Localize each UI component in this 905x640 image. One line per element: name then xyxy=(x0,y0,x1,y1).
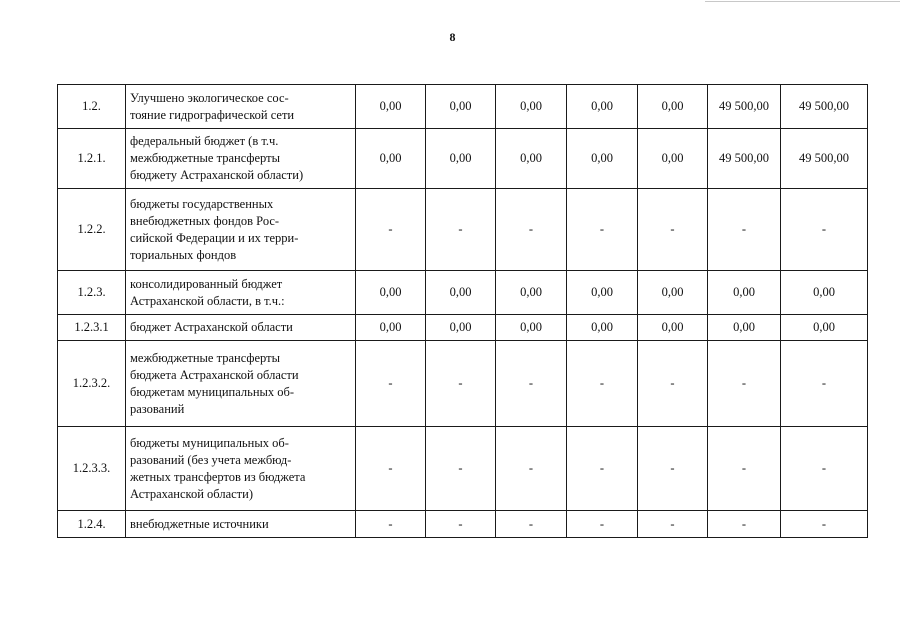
row-value-7: - xyxy=(781,341,868,427)
row-value-4: - xyxy=(567,189,638,271)
row-value-4: - xyxy=(567,341,638,427)
row-code: 1.2.3.3. xyxy=(58,427,126,511)
row-value-5: 0,00 xyxy=(638,315,708,341)
row-value-5: - xyxy=(638,511,708,538)
row-value-2: 0,00 xyxy=(426,315,496,341)
row-description: консолидированный бюджет Астраханской области, в т.ч.: xyxy=(126,271,356,315)
row-value-4: 0,00 xyxy=(567,85,638,129)
row-value-1: - xyxy=(356,427,426,511)
table-row xyxy=(58,427,868,511)
row-value-3: 0,00 xyxy=(496,129,567,189)
budget-table xyxy=(57,84,868,538)
row-description: бюджеты государственных внебюджетных фондов Рос- сийской Федерации и их терри- ториальных фондов xyxy=(126,189,356,271)
table-row xyxy=(58,315,868,341)
row-value-1: - xyxy=(356,511,426,538)
row-value-7: 0,00 xyxy=(781,315,868,341)
row-value-2: - xyxy=(426,341,496,427)
row-value-6: 49 500,00 xyxy=(708,85,781,129)
row-description: бюджеты муниципальных об- разований (без учета межбюд- жетных трансфертов из бюджета Астраханской области) xyxy=(126,427,356,511)
row-value-5: - xyxy=(638,341,708,427)
row-value-4: - xyxy=(567,511,638,538)
row-value-3: 0,00 xyxy=(496,271,567,315)
row-value-7: 0,00 xyxy=(781,271,868,315)
row-value-4: 0,00 xyxy=(567,315,638,341)
table-row xyxy=(58,189,868,271)
row-description: федеральный бюджет (в т.ч. межбюджетные трансферты бюджету Астраханской области) xyxy=(126,129,356,189)
page-number: 8 xyxy=(449,30,456,44)
row-code: 1.2. xyxy=(58,85,126,129)
row-value-1: 0,00 xyxy=(356,129,426,189)
row-value-7: - xyxy=(781,427,868,511)
row-value-1: - xyxy=(356,341,426,427)
row-value-1: 0,00 xyxy=(356,85,426,129)
row-description: внебюджетные источники xyxy=(126,511,356,538)
row-value-3: - xyxy=(496,341,567,427)
row-value-2: 0,00 xyxy=(426,271,496,315)
row-code: 1.2.3. xyxy=(58,271,126,315)
top-edge-rule xyxy=(705,1,900,2)
row-value-2: 0,00 xyxy=(426,85,496,129)
row-value-5: 0,00 xyxy=(638,85,708,129)
table-row xyxy=(58,129,868,189)
row-value-3: - xyxy=(496,427,567,511)
row-code: 1.2.1. xyxy=(58,129,126,189)
row-value-6: 49 500,00 xyxy=(708,129,781,189)
row-value-4: - xyxy=(567,427,638,511)
row-value-2: - xyxy=(426,189,496,271)
row-value-6: - xyxy=(708,511,781,538)
row-value-2: 0,00 xyxy=(426,129,496,189)
table-row xyxy=(58,511,868,538)
row-value-3: - xyxy=(496,511,567,538)
row-value-5: 0,00 xyxy=(638,129,708,189)
row-value-1: 0,00 xyxy=(356,271,426,315)
row-value-6: - xyxy=(708,427,781,511)
row-description: бюджет Астраханской области xyxy=(126,315,356,341)
row-value-7: - xyxy=(781,511,868,538)
row-value-2: - xyxy=(426,511,496,538)
row-value-3: 0,00 xyxy=(496,315,567,341)
row-value-5: - xyxy=(638,427,708,511)
row-value-4: 0,00 xyxy=(567,129,638,189)
row-description: Улучшено экологическое сос- тояние гидрографической сети xyxy=(126,85,356,129)
row-value-7: - xyxy=(781,189,868,271)
row-description: межбюджетные трансферты бюджета Астраханской области бюджетам муниципальных об- разований xyxy=(126,341,356,427)
budget-table-body xyxy=(58,85,868,538)
row-value-5: 0,00 xyxy=(638,271,708,315)
row-code: 1.2.4. xyxy=(58,511,126,538)
row-value-6: 0,00 xyxy=(708,315,781,341)
row-value-6: - xyxy=(708,189,781,271)
row-value-3: - xyxy=(496,189,567,271)
row-code: 1.2.3.2. xyxy=(58,341,126,427)
row-value-7: 49 500,00 xyxy=(781,85,868,129)
table-row xyxy=(58,85,868,129)
row-code: 1.2.3.1 xyxy=(58,315,126,341)
row-value-6: - xyxy=(708,341,781,427)
table-row xyxy=(58,271,868,315)
row-value-1: - xyxy=(356,189,426,271)
row-value-3: 0,00 xyxy=(496,85,567,129)
table-row xyxy=(58,341,868,427)
row-value-1: 0,00 xyxy=(356,315,426,341)
row-value-2: - xyxy=(426,427,496,511)
row-value-4: 0,00 xyxy=(567,271,638,315)
row-code: 1.2.2. xyxy=(58,189,126,271)
row-value-7: 49 500,00 xyxy=(781,129,868,189)
row-value-6: 0,00 xyxy=(708,271,781,315)
row-value-5: - xyxy=(638,189,708,271)
